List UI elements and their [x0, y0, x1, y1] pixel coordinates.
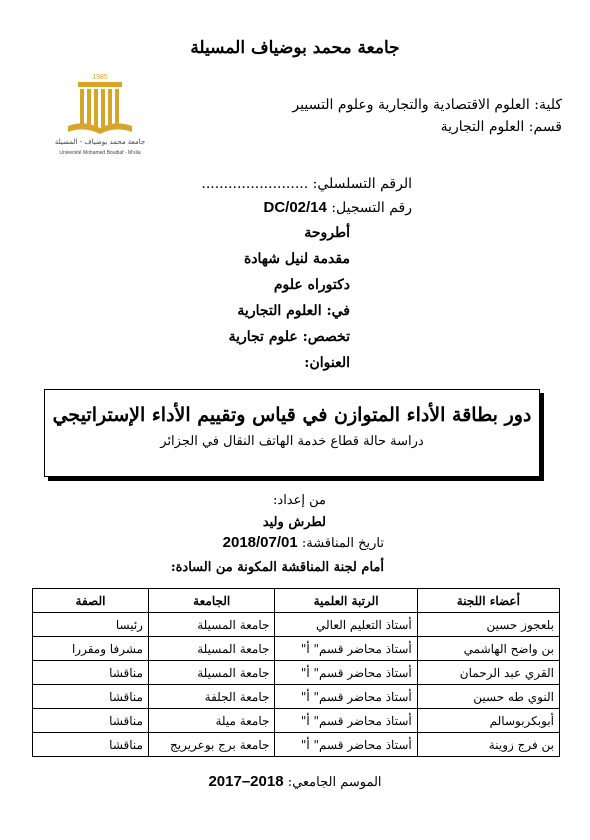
- thesis-presented-for: مقدمة لنيل شهادة: [243, 251, 350, 267]
- committee-label: أمام لجنة المناقشة المكونة من السادة:: [170, 560, 384, 575]
- table-row: [33, 613, 560, 637]
- member-rank: أستاذ محاضر قسم" أ": [275, 709, 417, 733]
- member-role: مناقشا: [33, 685, 149, 709]
- thesis-subtitle: دراسة حالة قطاع خدمة الهاتف النقال في الجزائر: [160, 434, 424, 449]
- university-name: جامعة محمد بوضياف المسيلة: [190, 38, 400, 58]
- logo-name-ar: جامعة محمد بوضياف - المسيلة: [54, 138, 146, 146]
- field-value: العلوم التجارية: [237, 303, 322, 319]
- thesis-type: أطروحة: [304, 225, 350, 241]
- member-name: بلعجوز حسين: [417, 613, 559, 637]
- logo-year: 1985: [92, 74, 108, 81]
- header-university: الجامعة: [148, 589, 274, 613]
- serial-value: ........................: [201, 176, 309, 192]
- serial-label: الرقم التسلسلي:: [312, 176, 412, 192]
- member-name: بن واضح الهاشمي: [417, 637, 559, 661]
- member-name: النوي طه حسين: [417, 685, 559, 709]
- member-university: جامعة المسيلة: [148, 637, 274, 661]
- specialty-label: تخصص:: [302, 329, 350, 345]
- table-row: [33, 661, 560, 685]
- member-university: جامعة المسيلة: [148, 661, 274, 685]
- faculty-block: [292, 94, 562, 138]
- department-line: [292, 116, 562, 138]
- member-university: جامعة ميلة: [148, 709, 274, 733]
- logo-name-fr: Université Mohamed Boudiaf - M'sila: [59, 150, 141, 156]
- author-name: لطرش وليد: [262, 515, 326, 530]
- header-members: أعضاء اللجنة: [417, 589, 559, 613]
- specialty-value: علوم تجارية: [228, 329, 298, 345]
- header-rank: الرتبة العلمية: [275, 589, 417, 613]
- member-rank: أستاذ محاضر قسم" أ": [275, 685, 417, 709]
- committee-header-row: [33, 589, 560, 613]
- registration-label: رقم التسجيل:: [331, 200, 412, 216]
- season-value: 2018–2017: [208, 773, 284, 790]
- department-label: قسم:: [528, 119, 562, 135]
- member-name: أبوبكربوسالم: [417, 709, 559, 733]
- committee-table: [32, 588, 560, 757]
- faculty-name: العلوم الاقتصادية والتجارية وعلوم التسيير: [292, 97, 530, 113]
- defense-date-label: تاريخ المناقشة:: [301, 536, 384, 551]
- table-row: [33, 685, 560, 709]
- thesis-field-line: [50, 298, 350, 324]
- member-university: جامعة برج بوعريريج: [148, 733, 274, 757]
- thesis-specialty-line: [50, 324, 350, 350]
- faculty-label: كلية:: [534, 97, 562, 113]
- defense-date: 2018/07/01: [222, 534, 298, 551]
- member-rank: أستاذ محاضر قسم" أ": [275, 733, 417, 757]
- member-role: مناقشا: [33, 733, 149, 757]
- academic-season-line: [0, 773, 590, 790]
- member-rank: أستاذ التعليم العالي: [275, 613, 417, 637]
- member-university: جامعة الجلفة: [148, 685, 274, 709]
- thesis-info: [50, 220, 350, 376]
- thesis-title: دور بطاقة الأداء المتوازن في قياس وتقييم الأداء الإستراتيجي: [52, 404, 532, 426]
- member-role: مناقشا: [33, 709, 149, 733]
- serial-line: [62, 172, 412, 196]
- faculty-line: [292, 94, 562, 116]
- member-name: القري عبد الرحمان: [417, 661, 559, 685]
- member-rank: أستاذ محاضر قسم" أ": [275, 637, 417, 661]
- member-rank: أستاذ محاضر قسم" أ": [275, 661, 417, 685]
- thesis-degree: دكتوراه علوم: [273, 277, 350, 293]
- identifiers-block: [62, 172, 412, 220]
- defense-date-line: [223, 534, 384, 551]
- member-role: مناقشا: [33, 661, 149, 685]
- university-logo: [46, 70, 150, 160]
- title-label: العنوان:: [304, 355, 350, 371]
- table-row: [33, 637, 560, 661]
- member-role: رئيسا: [33, 613, 149, 637]
- season-label: الموسم الجامعي:: [287, 775, 382, 790]
- registration-line: [62, 196, 412, 220]
- thesis-title-box: [44, 389, 540, 477]
- author-block: [26, 490, 326, 534]
- member-role: مشرفا ومقررا: [33, 637, 149, 661]
- header-role: الصفة: [33, 589, 149, 613]
- department-name: العلوم التجارية: [440, 119, 525, 135]
- field-label: في:: [326, 303, 350, 319]
- prepared-by-label: من إعداد:: [273, 493, 326, 508]
- table-row: [33, 733, 560, 757]
- member-university: جامعة المسيلة: [148, 613, 274, 637]
- registration-value: DC/02/14: [263, 199, 327, 216]
- table-row: [33, 709, 560, 733]
- member-name: بن فرج زوينة: [417, 733, 559, 757]
